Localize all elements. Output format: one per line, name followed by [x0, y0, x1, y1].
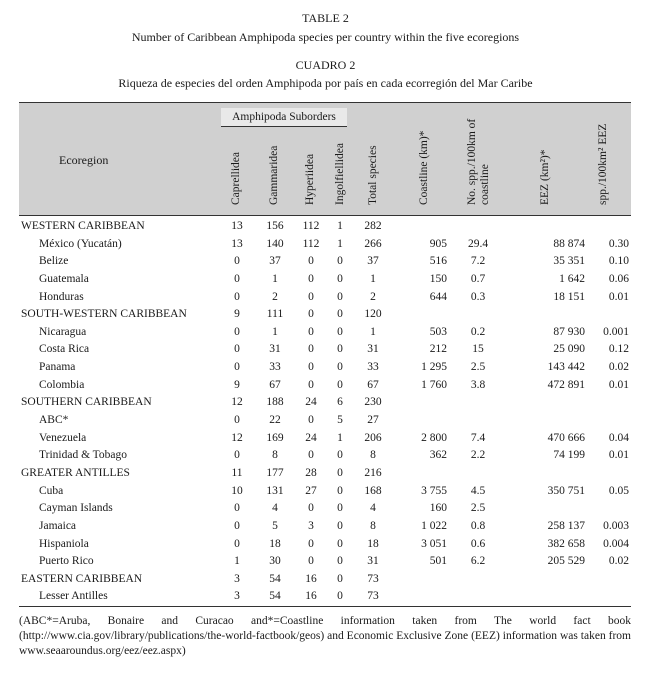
table-cell: 382 658 — [547, 537, 585, 550]
table-cell: 37 — [367, 255, 379, 268]
table-cell: 0.12 — [608, 343, 629, 356]
table-cell: 0 — [337, 590, 343, 603]
table-cell: 177 — [266, 466, 284, 479]
table-cell: 0 — [234, 290, 240, 303]
table-cell: 3.8 — [470, 378, 486, 391]
table-cell: 150 — [429, 272, 447, 285]
table-cell: 112 — [302, 237, 320, 250]
table-cell: 188 — [266, 396, 284, 409]
table-cell: 13 — [231, 237, 243, 250]
ecoregion-name: SOUTHERN CARIBBEAN — [21, 396, 152, 409]
table-cell: 0.04 — [608, 431, 629, 444]
table-cell: 37 — [269, 255, 281, 268]
table-cell: 0.02 — [608, 555, 629, 568]
table-cell: 1 295 — [421, 361, 447, 374]
table-cell: 0 — [337, 555, 343, 568]
table-cell: 54 — [269, 572, 281, 585]
table-cell: 2 — [370, 290, 376, 303]
table-cell: 0 — [308, 343, 314, 356]
table-cell: 10 — [231, 484, 243, 497]
table-cell: 3 755 — [421, 484, 447, 497]
table-cell: 120 — [364, 308, 382, 321]
table-header: Amphipoda Suborders Ecoregion Caprellidea Gammaridea Hyperiidea Ingolfiellidea Total species Coastline (km)* No. spp./100km of coastline EEZ (km²)* spp./100km² EEZ — [19, 102, 631, 216]
table-cell: 0.01 — [608, 290, 629, 303]
table-cell: 470 666 — [547, 431, 585, 444]
table-cell: 0.30 — [608, 237, 629, 250]
ecoregion-name: SOUTH-WESTERN CARIBBEAN — [21, 308, 187, 321]
table-cell: 2.2 — [470, 449, 486, 462]
table-cell: 73 — [367, 590, 379, 603]
table-cell: 0 — [337, 519, 343, 532]
table-cell: 501 — [429, 555, 447, 568]
country-row — [19, 430, 631, 448]
table-cell: 8 — [272, 449, 278, 462]
table-cell: 4.5 — [470, 484, 486, 497]
species-table — [19, 102, 631, 607]
table-cell: 1 — [272, 272, 278, 285]
table-cell: 0 — [337, 343, 343, 356]
table-cell: 0.3 — [470, 290, 486, 303]
table-cell: 0.06 — [608, 272, 629, 285]
table-cell: 31 — [367, 555, 379, 568]
table-caption-es: Riqueza de especies del orden Amphipoda por país en cada ecorregión del Mar Caribe — [118, 76, 533, 90]
table-cell: 0 — [337, 272, 343, 285]
table-cell: 0 — [234, 537, 240, 550]
ecoregion-row — [19, 394, 631, 412]
table-cell: 8 — [370, 519, 376, 532]
table-cell: 0.003 — [603, 519, 629, 532]
table-cell: 0 — [337, 361, 343, 374]
table-cell: 0.8 — [470, 519, 486, 532]
table-cell: 33 — [269, 361, 281, 374]
table-cell: 156 — [266, 220, 284, 232]
table-cell: 0 — [234, 361, 240, 374]
table-cell: 25 090 — [553, 343, 585, 356]
table-cell: 24 — [305, 396, 317, 409]
table-cell: 27 — [367, 414, 379, 427]
table-cell: 111 — [266, 308, 284, 321]
table-caption-en: Number of Caribbean Amphipoda species per country within the five ecoregions — [131, 30, 520, 44]
table-cell: 54 — [269, 590, 281, 603]
table-cell: 2 — [272, 290, 278, 303]
table-cell: 16 — [305, 590, 317, 603]
country-row — [19, 324, 631, 342]
country-row — [19, 341, 631, 359]
table-cell: 28 — [305, 466, 317, 479]
table-cell: 205 529 — [547, 555, 585, 568]
table-cell: 0 — [234, 519, 240, 532]
table-cell: 0 — [337, 572, 343, 585]
table-cell: 169 — [266, 431, 284, 444]
table-cell: 0 — [308, 361, 314, 374]
table-cell: 0 — [308, 378, 314, 391]
table-cell: 7.2 — [470, 255, 486, 268]
ecoregion-name: EASTERN CARIBBEAN — [21, 572, 143, 585]
ecoregion-row — [19, 465, 631, 483]
country-name: Cayman Islands — [39, 502, 113, 515]
table-cell: 88 874 — [553, 237, 585, 250]
table-cell: 905 — [429, 237, 447, 250]
table-cell: 30 — [269, 555, 281, 568]
table-cell: 24 — [305, 431, 317, 444]
table-number-en: TABLE 2 — [302, 11, 349, 25]
table-cell: 3 — [234, 590, 240, 603]
country-row — [19, 359, 631, 377]
table-cell: 0 — [337, 255, 343, 268]
table-cell: 29.4 — [467, 237, 489, 250]
table-cell: 18 — [367, 537, 379, 550]
country-row — [19, 289, 631, 307]
table-cell: 1 — [337, 220, 343, 232]
table-cell: 0.10 — [608, 255, 629, 268]
table-cell: 4 — [370, 502, 376, 515]
country-row — [19, 377, 631, 395]
table-cell: 0 — [337, 378, 343, 391]
table-cell: 0.2 — [470, 325, 486, 338]
table-cell: 74 199 — [553, 449, 585, 462]
table-cell: 67 — [367, 378, 379, 391]
table-cell: 87 930 — [553, 325, 585, 338]
country-name: Belize — [39, 255, 69, 268]
table-cell: 0 — [337, 325, 343, 338]
table-cell: 168 — [364, 484, 382, 497]
table-cell: 0.01 — [608, 378, 629, 391]
table-cell: 0 — [337, 484, 343, 497]
table-cell: 0.004 — [603, 537, 629, 550]
table-cell: 1 — [370, 325, 376, 338]
table-cell: 266 — [364, 237, 382, 250]
ecoregion-name: GREATER ANTILLES — [21, 466, 130, 479]
country-name: Costa Rica — [39, 343, 90, 356]
country-row — [19, 518, 631, 536]
table-cell: 1 — [370, 272, 376, 285]
table-cell: 27 — [305, 484, 317, 497]
table-cell: 0 — [234, 449, 240, 462]
table-cell: 644 — [429, 290, 447, 303]
table-cell: 0.7 — [470, 272, 486, 285]
table-cell: 160 — [429, 502, 447, 515]
country-row — [19, 588, 631, 606]
table-cell: 0 — [234, 343, 240, 356]
table-cell: 15 — [472, 343, 484, 356]
table-cell: 131 — [266, 484, 284, 497]
table-cell: 1 — [234, 555, 240, 568]
table-cell: 350 751 — [547, 484, 585, 497]
table-cell: 31 — [269, 343, 281, 356]
table-cell: 0 — [337, 537, 343, 550]
table-cell: 0 — [308, 272, 314, 285]
ecoregion-header: Ecoregion — [59, 153, 109, 167]
table-cell: 472 891 — [547, 378, 585, 391]
ecoregion-row — [19, 571, 631, 589]
country-name: México (Yucatán) — [39, 237, 122, 250]
table-cell: 0 — [234, 255, 240, 268]
table-cell: 3 — [308, 519, 314, 532]
country-name: Nicaragua — [39, 325, 87, 338]
country-name: Hispaniola — [39, 537, 89, 550]
table-cell: 9 — [234, 378, 240, 391]
country-name: Trinidad & Tobago — [39, 449, 128, 462]
country-name: Panama — [39, 361, 76, 374]
ecoregion-row — [19, 218, 631, 236]
country-row — [19, 236, 631, 254]
table-cell: 216 — [364, 466, 382, 479]
table-cell: 0 — [308, 555, 314, 568]
table-cell: 112 — [302, 220, 320, 232]
table-cell: 4 — [272, 502, 278, 515]
table-cell: 31 — [367, 343, 379, 356]
table-cell: 13 — [231, 220, 243, 232]
country-name: Lesser Antilles — [39, 590, 108, 603]
table-cell: 22 — [269, 414, 281, 427]
table-cell: 362 — [429, 449, 447, 462]
table-cell: 2.5 — [470, 502, 486, 515]
table-cell: 0 — [337, 502, 343, 515]
country-name: Guatemala — [39, 272, 89, 285]
table-cell: 143 442 — [547, 361, 585, 374]
country-name: Colombia — [39, 378, 85, 391]
country-row — [19, 253, 631, 271]
country-name: ABC* — [39, 414, 69, 427]
table-cell: 0 — [308, 449, 314, 462]
table-cell: 2.5 — [470, 361, 486, 374]
table-body — [19, 218, 631, 606]
table-cell: 12 — [231, 431, 243, 444]
country-row — [19, 500, 631, 518]
table-cell: 0.001 — [603, 325, 629, 338]
table-cell: 18 — [269, 537, 281, 550]
table-cell: 140 — [266, 237, 284, 250]
table-cell: 1 — [272, 325, 278, 338]
country-name: Cuba — [39, 484, 64, 497]
table-cell: 0 — [234, 325, 240, 338]
table-cell: 258 137 — [547, 519, 585, 532]
table-cell: 0 — [308, 325, 314, 338]
table-cell: 0.01 — [608, 449, 629, 462]
table-cell: 5 — [272, 519, 278, 532]
table-cell: 0 — [308, 255, 314, 268]
table-cell: 7.4 — [470, 431, 486, 444]
table-cell: 1 760 — [421, 378, 447, 391]
table-cell: 516 — [429, 255, 447, 268]
ecoregion-name: WESTERN CARIBBEAN — [21, 220, 145, 232]
table-cell: 0.02 — [608, 361, 629, 374]
table-cell: 12 — [231, 396, 243, 409]
table-cell: 11 — [231, 466, 243, 479]
table-cell: 73 — [367, 572, 379, 585]
table-cell: 67 — [269, 378, 281, 391]
table-cell: 0 — [308, 502, 314, 515]
table-cell: 230 — [364, 396, 382, 409]
table-cell: 0 — [234, 272, 240, 285]
suborders-header: Amphipoda Suborders — [221, 108, 347, 127]
table-cell: 1 — [337, 237, 343, 250]
table-cell: 2 800 — [421, 431, 447, 444]
table-cell: 35 351 — [553, 255, 585, 268]
table-cell: 0.6 — [470, 537, 486, 550]
table-cell: 16 — [305, 572, 317, 585]
country-name: Puerto Rico — [39, 555, 94, 568]
table-cell: 0 — [308, 537, 314, 550]
country-row — [19, 536, 631, 554]
table-cell: 503 — [429, 325, 447, 338]
country-name: Jamaica — [39, 519, 77, 532]
table-bottom-rule — [19, 606, 631, 607]
country-row — [19, 271, 631, 289]
table-cell: 0 — [308, 290, 314, 303]
country-name: Venezuela — [39, 431, 87, 444]
table-cell: 0 — [308, 308, 314, 321]
country-row — [19, 553, 631, 571]
table-cell: 0 — [308, 414, 314, 427]
country-name: Honduras — [39, 290, 84, 303]
country-row — [19, 483, 631, 501]
table-number-es: CUADRO 2 — [295, 58, 356, 72]
country-row — [19, 447, 631, 465]
table-cell: 206 — [364, 431, 382, 444]
table-cell: 282 — [364, 220, 382, 232]
ecoregion-row — [19, 306, 631, 324]
table-cell: 1 022 — [421, 519, 447, 532]
table-cell: 8 — [370, 449, 376, 462]
country-row — [19, 412, 631, 430]
table-cell: 1 642 — [559, 272, 585, 285]
table-cell: 6.2 — [470, 555, 486, 568]
table-cell: 0 — [337, 290, 343, 303]
table-cell: 0.05 — [608, 484, 629, 497]
table-cell: 1 — [337, 431, 343, 444]
table-cell: 3 051 — [421, 537, 447, 550]
table-cell: 0 — [234, 502, 240, 515]
table-cell: 5 — [337, 414, 343, 427]
table-cell: 3 — [234, 572, 240, 585]
table-cell: 33 — [367, 361, 379, 374]
table-cell: 0 — [234, 414, 240, 427]
table-cell: 0 — [337, 466, 343, 479]
table-cell: 212 — [429, 343, 447, 356]
table-cell: 0 — [337, 449, 343, 462]
table-cell: 6 — [337, 396, 343, 409]
table-cell: 9 — [234, 308, 240, 321]
table-cell: 0 — [337, 308, 343, 321]
table-footnote: (ABC*=Aruba, Bonaire and Curacao and*=Coastline information taken from The world fact book (http://www.cia.gov/library/publications/the-world-factbook/geos) and Economic Exclusive Zone (EEZ) information was taken from www.seaaroundus.org/eez/eez.aspx) — [19, 615, 631, 657]
table-cell: 18 151 — [553, 290, 585, 303]
